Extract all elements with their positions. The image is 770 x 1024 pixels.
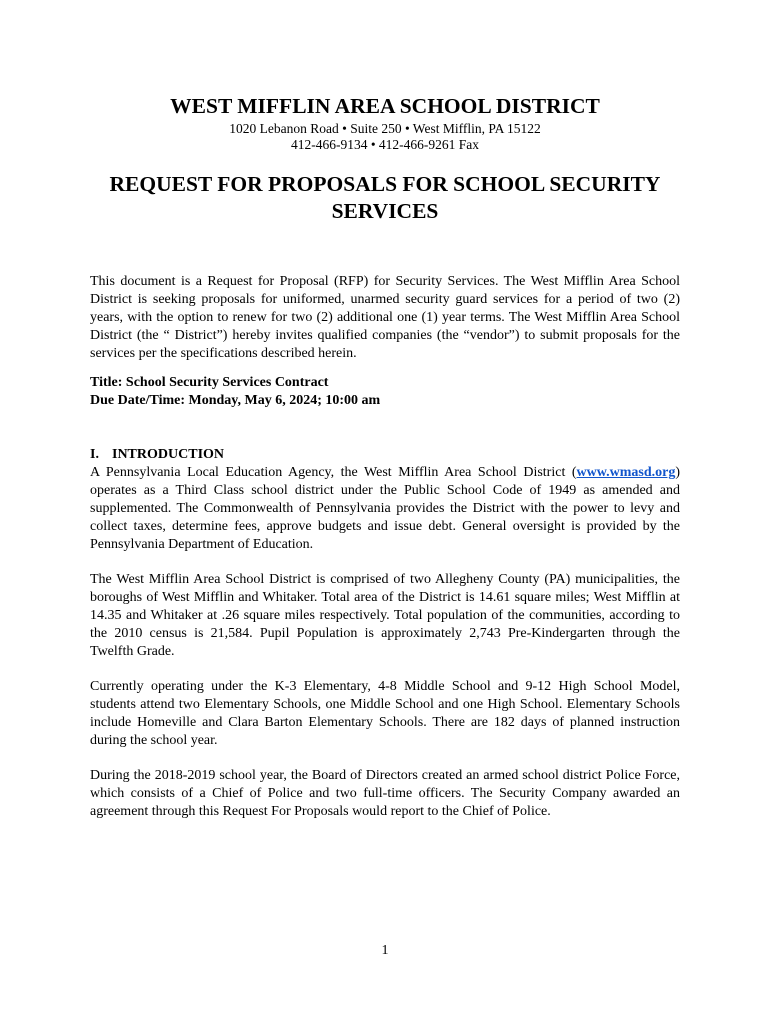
phone-fax-line: 412-466-9134 • 412-466-9261 Fax (290, 137, 480, 152)
district-name: WEST MIFFLIN AREA SCHOOL DISTRICT (170, 94, 600, 118)
page-number: 1 (381, 943, 389, 958)
introduction-paragraph-4: During the 2018-2019 school year, the Board of Directors created an armed school district Police Force, which consists of a Chief of Police and two full-time officers. The Security Company awarded an agreement through this Request For Proposals would report to the Chief of Police. (90, 768, 680, 819)
section-heading (90, 446, 680, 464)
introduction-paragraph-2: The West Mifflin Area School District is comprised of two Allegheny County (PA) municipalities, the boroughs of West Mifflin and Whitaker. Total area of the District is 14.61 square miles; West Mifflin at 14.35 and Whitaker at .26 square miles respectively. Total population of the communities, according to the 2010 census is 21,584. Pupil Population is approximately 2,743 Pre-Kindergarten through the Twelfth Grade. (90, 572, 680, 659)
introduction-paragraph-1 (90, 464, 680, 554)
intro-paragraph: This document is a Request for Proposal (RFP) for Security Services. The West Mifflin Area School District is seeking proposals for uniformed, unarmed security guard services for a period of two (2) years, with the option to renew for two (2) additional one (1) year terms. The West Mifflin Area School District (the “ District”) hereby invites qualified companies (the “vendor”) to submit proposals for the services per the specifications described herein. (90, 274, 680, 361)
contract-info (90, 374, 680, 410)
section-number: I. (90, 447, 99, 462)
section-title: INTRODUCTION (112, 447, 225, 462)
due-date-line: Due Date/Time: Monday, May 6, 2024; 10:00 am (90, 393, 381, 408)
p1-text-before-link: A Pennsylvania Local Education Agency, the West Mifflin Area School District ( (90, 465, 577, 480)
contract-title-line: Title: School Security Services Contract (90, 375, 329, 390)
rfp-title: REQUEST FOR PROPOSALS FOR SCHOOL SECURITY SERVICES (109, 172, 661, 223)
address-line: 1020 Lebanon Road • Suite 250 • West Mifflin, PA 15122 (229, 121, 541, 136)
p1-text-after-link: ) operates as a Third Class school district under the Public School Code of 1949 as amended and supplemented. The Commonwealth of Pennsylvania provides the District with the power to levy and collect taxes, determine fees, approve budgets and issue debt. General oversight is provided by the Pennsylvania Department of Education. (90, 465, 680, 552)
introduction-paragraph-3: Currently operating under the K-3 Elementary, 4-8 Middle School and 9-12 High School Model, students attend two Elementary Schools, one Middle School and one High School. Elementary Schools include Homeville and Clara Barton Elementary Schools. There are 182 days of planned instruction during the school year. (90, 679, 680, 748)
district-website-link[interactable]: www.wmasd.org (576, 465, 676, 480)
